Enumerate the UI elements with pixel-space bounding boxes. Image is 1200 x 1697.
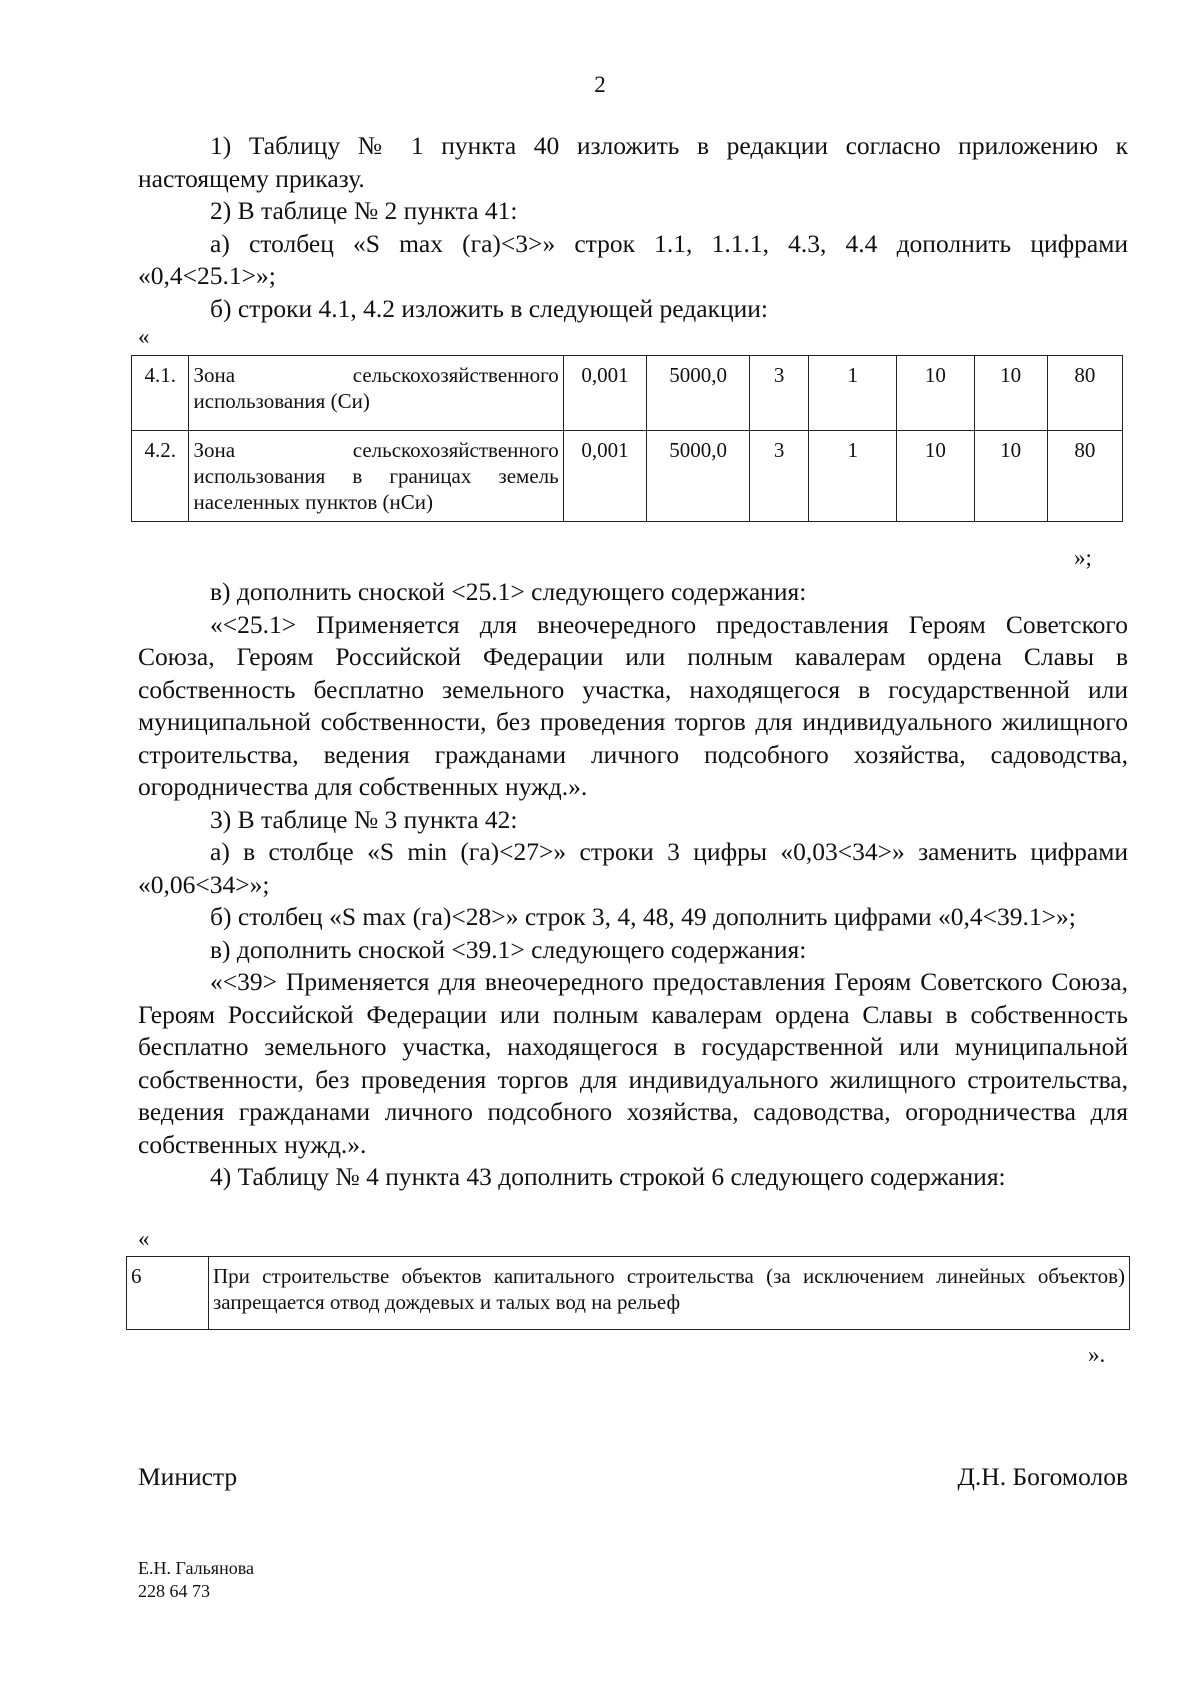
row-number: 4.1. [132, 356, 189, 431]
zone-name: Зона сельскохозяйственного использования в границах земель населенных пунктов (нСи) [189, 431, 563, 522]
paragraph: 4) Таблицу № 4 пункта 43 дополнить строкой 6 следующего содержания: [210, 1162, 1006, 1191]
table-cell: 80 [1047, 356, 1122, 431]
table-cell: 0,001 [563, 431, 647, 522]
paragraph: в) дополнить сноской <25.1> следующего содержания: [210, 577, 807, 606]
footnote-paragraph: «<25.1> Применяется для внеочередного предоставления Героям Советского Союза, Героям Российской Федерации или полным кавалерам ордена Славы в собственность бесплатно земельного участка, находящегося в государственной или муниципальной собственности, без проведения торгов для индивидуального жилищного строительства, ведения гражданами личного подсобного хозяйства, садоводства, огородничества для собственных нужд.». [138, 609, 1128, 801]
table-row [127, 1257, 1130, 1330]
signatory-name: Д.Н. Богомолов [957, 1462, 1128, 1491]
table-row [132, 356, 1123, 431]
row-number: 6 [127, 1257, 209, 1330]
table-cell: 3 [749, 356, 809, 431]
table-cell: 5000,0 [647, 356, 749, 431]
paragraph: а) в столбце «S min (га)<27>» строки 3 цифры «0,03<34>» заменить цифрами «0,06<34>»; [138, 837, 1128, 899]
quote-close-mark: ». [1088, 1342, 1106, 1367]
quote-close-mark: »; [1074, 545, 1092, 570]
paragraph: 1) Таблицу № 1 пункта 40 изложить в редакции согласно приложению к настоящему приказу. [138, 131, 1128, 193]
row-number: 4.2. [132, 431, 189, 522]
zones-table [131, 355, 1123, 522]
table-row [132, 431, 1123, 522]
signatory-role: Министр [138, 1462, 238, 1491]
paragraph: 3) В таблице № 3 пункта 42: [210, 804, 518, 834]
table-cell: 10 [897, 356, 974, 431]
zone-name: Зона сельскохозяйственного использования (Си) [189, 356, 563, 431]
paragraph: а) столбец «S max (га)<3>» строк 1.1, 1.1.1, 4.3, 4.4 дополнить цифрами «0,4<25.1>»; [138, 228, 1128, 290]
body-text-mid [138, 576, 1128, 1194]
table-cell: 1 [809, 431, 897, 522]
paragraph: б) строки 4.1, 4.2 изложить в следующей редакции: [210, 293, 768, 323]
quote-open-mark: « [138, 1226, 150, 1251]
table-cell: 10 [897, 431, 974, 522]
table-cell: 3 [749, 431, 809, 522]
paragraph: 2) В таблице № 2 пункта 41: [210, 196, 518, 225]
table-cell: 5000,0 [647, 431, 749, 522]
page-number: 2 [594, 72, 606, 97]
body-text-top [138, 130, 1128, 325]
table-cell: 10 [974, 356, 1047, 431]
table-cell: 1 [809, 356, 897, 431]
table-cell: 10 [974, 431, 1047, 522]
quote-open-mark: « [138, 324, 150, 349]
executor-name: Е.Н. Гальянова [138, 1558, 254, 1578]
rule-text: При строительстве объектов капитального строительства (за исключением линейных объектов) запрещается отвод дождевых и талых вод на рельеф [209, 1257, 1130, 1330]
rule-table [126, 1256, 1130, 1330]
paragraph: в) дополнить сноской <39.1> следующего содержания: [210, 934, 807, 964]
table-cell: 0,001 [563, 356, 647, 431]
table-cell: 80 [1047, 431, 1122, 522]
executor-phone: 228 64 73 [138, 1581, 210, 1601]
executor-block [138, 1557, 254, 1603]
footnote-paragraph: «<39> Применяется для внеочередного предоставления Героям Советского Союза, Героям Российской Федерации или полным кавалерам ордена Славы в собственность бесплатно земельного участка, находящегося в государственной или муниципальной собственности, без проведения торгов для индивидуального жилищного строительства, ведения гражданами личного подсобного хозяйства, садоводства, огородничества для собственных нужд.». [138, 967, 1128, 1159]
paragraph: б) столбец «S max (га)<28>» строк 3, 4, 48, 49 дополнить цифрами «0,4<39.1>»; [210, 902, 1076, 931]
